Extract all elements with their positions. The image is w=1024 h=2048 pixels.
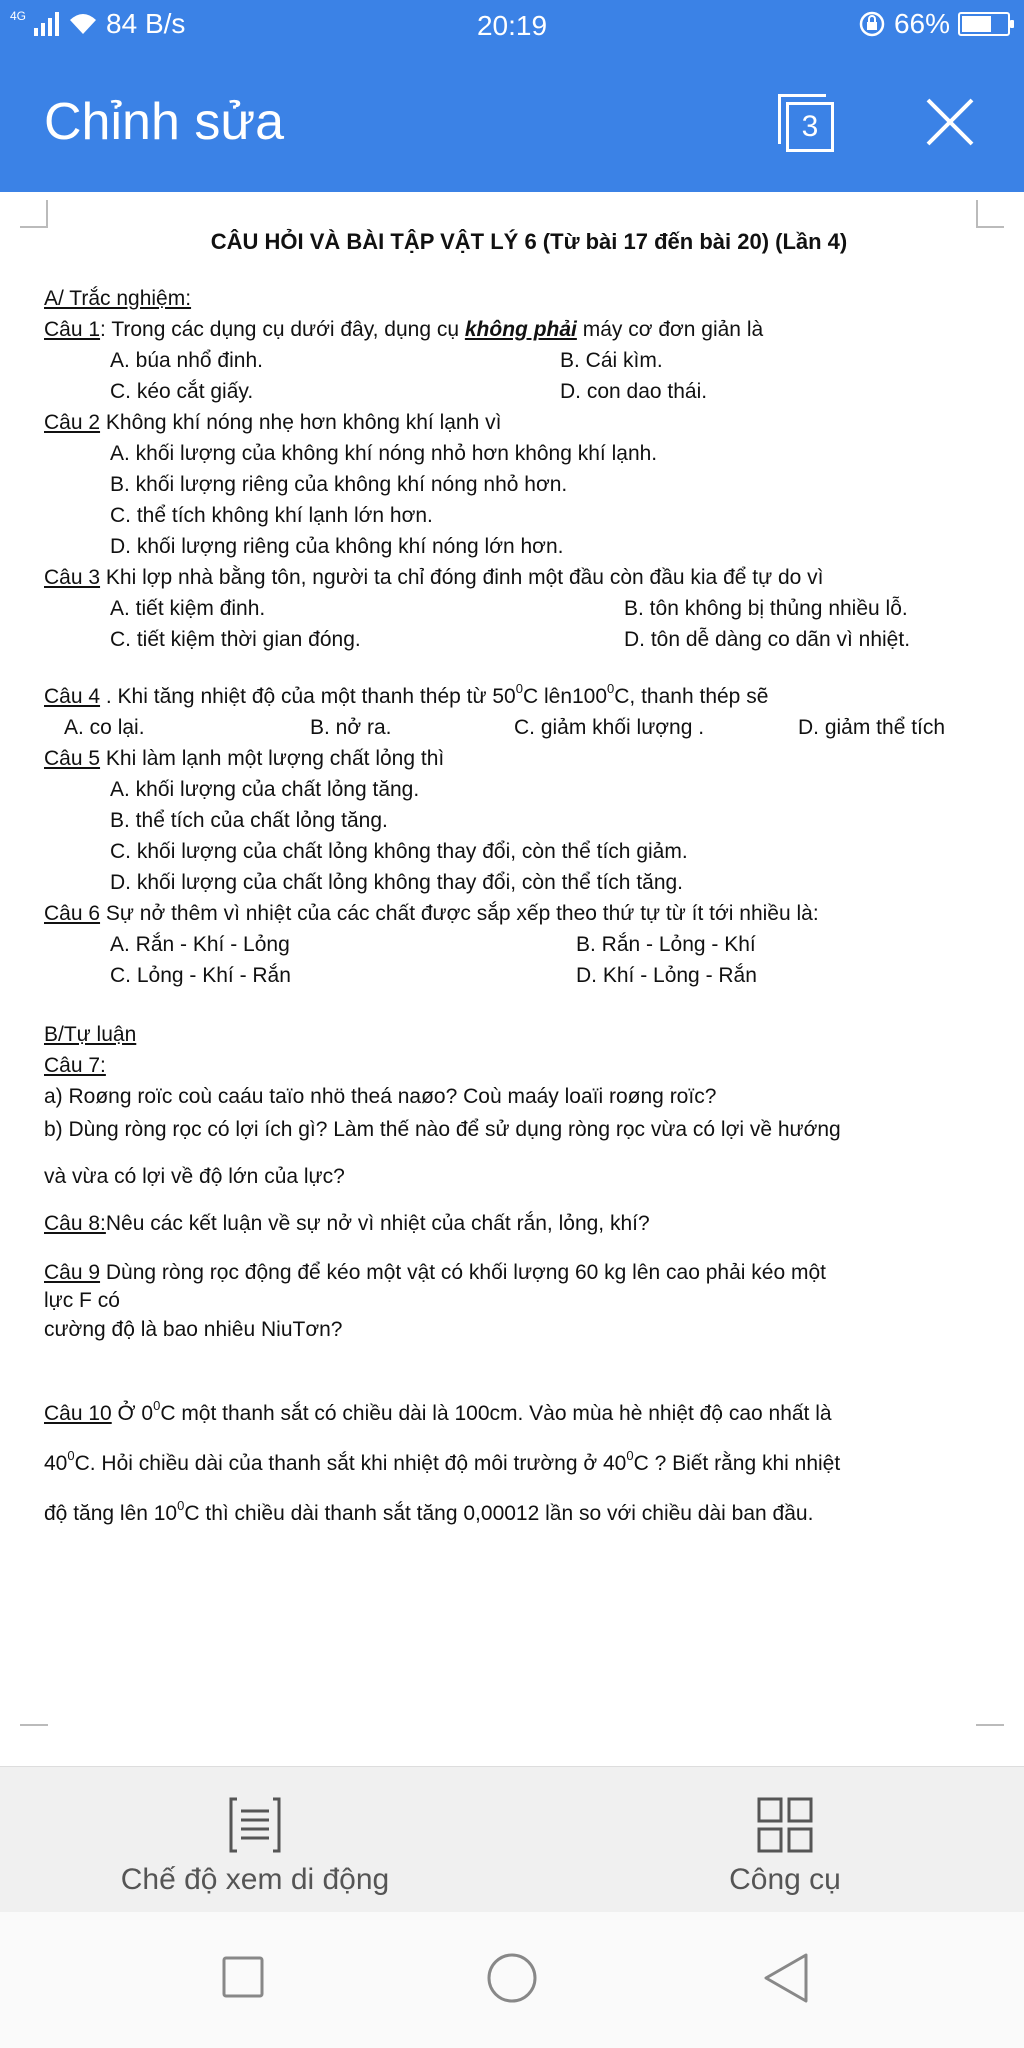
question-text: 40 [44, 1452, 68, 1475]
network-speed: 84 B/s [106, 8, 186, 39]
options-row [44, 712, 994, 743]
option-d: D. giảm thể tích [798, 716, 946, 739]
degree-mark: 0 [626, 1448, 634, 1463]
system-nav-bar [0, 1912, 1024, 2048]
options-row [44, 960, 994, 991]
question-6 [44, 898, 994, 929]
option-c: C. khối lượng của chất lỏng không thay đổi, còn thể tích giảm. [110, 840, 688, 863]
crop-mark [20, 200, 48, 228]
option-c: C. giảm khối lượng . [514, 716, 705, 739]
battery-icon [958, 12, 1010, 36]
home-icon[interactable] [486, 1952, 538, 2004]
question-9-line-2: lực F có [44, 1289, 120, 1312]
option-d: D. Khí - Lỏng - Rắn [576, 964, 757, 987]
question-label: Câu 1 [44, 318, 101, 341]
question-label: Câu 9 [44, 1261, 101, 1284]
options-row [44, 624, 994, 655]
mobile-view-label: Chế độ xem di động [120, 1863, 390, 1896]
bottom-toolbar [0, 1766, 1024, 1912]
question-9-line-3: cường độ là bao nhiêu NiuTơn? [44, 1318, 343, 1341]
question-9 [44, 1259, 994, 1287]
close-icon[interactable] [922, 94, 978, 150]
network-tag: 4G [10, 9, 27, 23]
question-label: Câu 10 [44, 1402, 112, 1425]
question-label: Câu 5 [44, 747, 101, 770]
question-7-part-b: b) Dùng ròng rọc có lợi ích gì? Làm thế nào để sử dụng ròng rọc vừa có lợi về hướng [44, 1118, 841, 1141]
option-c: C. Lỏng - Khí - Rắn [110, 964, 291, 987]
app-header [0, 52, 1024, 192]
page-count: 3 [786, 102, 834, 152]
question-label: Câu 6 [44, 902, 101, 925]
question-text: máy cơ đơn giản là [576, 318, 764, 341]
question-4 [44, 681, 994, 712]
degree-mark: 0 [607, 681, 615, 696]
pages-button[interactable] [778, 94, 836, 152]
question-7-part-b-cont: và vừa có lợi về độ lớn của lực? [44, 1165, 345, 1188]
tools-label: Công cụ [729, 1863, 841, 1896]
mobile-view-icon [229, 1797, 281, 1853]
option-b: B. thể tích của chất lỏng tăng. [110, 809, 388, 832]
option-d: D. khối lượng của chất lỏng không thay đổi, còn thể tích tăng. [110, 871, 684, 894]
question-text: C một thanh sắt có chiều dài là 100cm. Vào mùa hè nhiệt độ cao nhất là [160, 1402, 832, 1425]
question-label: Câu 2 [44, 411, 101, 434]
options-row [44, 376, 994, 407]
crop-mark [976, 200, 1004, 228]
question-5 [44, 743, 994, 774]
recent-apps-icon[interactable] [222, 1956, 264, 1998]
battery-fill [962, 16, 991, 32]
option-d: D. khối lượng riêng của không khí nóng lớn hơn. [110, 535, 564, 558]
question-text: độ tăng lên 10 [44, 1502, 178, 1525]
question-8 [44, 1208, 994, 1239]
question-2 [44, 407, 994, 438]
degree-mark: 0 [177, 1498, 185, 1513]
grid-icon [757, 1797, 813, 1853]
question-label: Câu 4 [44, 685, 101, 708]
question-text: Nêu các kết luận về sự nở vì nhiệt của chất rắn, lỏng, khí? [105, 1212, 650, 1235]
option-a: A. khối lượng của chất lỏng tăng. [110, 778, 420, 801]
question-7-part-a: a) Roøng roïc coù caáu taïo nhö theá naøo? Coù maáy loaïi roøng roïc? [44, 1085, 717, 1108]
rotation-lock-icon [858, 10, 886, 38]
question-text: C ? Biết rằng khi nhiệt [633, 1452, 841, 1475]
option-a: A. co lại. [64, 716, 145, 739]
options-row [44, 929, 994, 960]
option-b: B. nở ra. [310, 716, 392, 739]
question-text: Dùng ròng rọc động để kéo một vật có khối lượng 60 kg lên cao phải kéo một [100, 1261, 826, 1284]
option-b: B. tôn không bị thủng nhiều lỗ. [624, 597, 908, 620]
option-c: C. kéo cắt giấy. [110, 380, 254, 403]
crop-mark [976, 1724, 1004, 1726]
question-7-label: Câu 7: [44, 1054, 106, 1077]
document-page[interactable] [0, 192, 1024, 1766]
section-a-heading: A/ Trắc nghiệm: [44, 287, 192, 310]
status-bar [0, 0, 1024, 52]
option-a: A. tiết kiệm đinh. [110, 597, 266, 620]
status-time: 20:19 [476, 10, 548, 41]
option-c: C. tiết kiệm thời gian đóng. [110, 628, 361, 651]
option-a: A. Rắn - Khí - Lỏng [110, 933, 290, 956]
question-label: Câu 8: [44, 1212, 106, 1235]
question-text: C, thanh thép sẽ [614, 685, 769, 708]
question-1 [44, 314, 994, 345]
degree-mark: 0 [153, 1398, 161, 1413]
question-text: Không khí nóng nhẹ hơn không khí lạnh vì [100, 411, 502, 434]
section-b-heading: B/Tự luận [44, 1023, 137, 1046]
page-title: Chỉnh sửa [44, 93, 285, 151]
question-text: . Khi tăng nhiệt độ của một thanh thép từ 50 [100, 685, 516, 708]
question-text: Khi làm lạnh một lượng chất lỏng thì [100, 747, 445, 770]
question-10 [44, 1389, 994, 1539]
option-a: A. búa nhổ đinh. [110, 349, 263, 372]
options-row [44, 345, 994, 376]
option-b: B. Rắn - Lỏng - Khí [576, 933, 756, 956]
question-text: Khi lợp nhà bằng tôn, người ta chỉ đóng đinh một đầu còn đầu kia để tự do vì [100, 566, 824, 589]
status-right [858, 8, 1010, 40]
option-a: A. khối lượng của không khí nóng nhỏ hơn không khí lạnh. [110, 442, 658, 465]
mobile-view-button[interactable] [100, 1797, 410, 1897]
option-d: D. tôn dễ dàng co dãn vì nhiệt. [624, 628, 911, 651]
question-text: C lên100 [522, 685, 608, 708]
document-title: CÂU HỎI VÀ BÀI TẬP VẬT LÝ 6 (Từ bài 17 đến bài 20) (Lần 4) [210, 229, 848, 254]
document-content [44, 226, 994, 1539]
degree-mark: 0 [515, 681, 523, 696]
options-row [44, 593, 994, 624]
question-emphasis: không phải [464, 318, 577, 341]
tools-button[interactable] [680, 1797, 890, 1897]
option-c: C. thể tích không khí lạnh lớn hơn. [110, 504, 433, 527]
question-text: : Trong các dụng cụ dưới đây, dụng cụ [100, 318, 465, 341]
degree-mark: 0 [67, 1448, 75, 1463]
option-b: B. khối lượng riêng của không khí nóng nhỏ hơn. [110, 473, 568, 496]
question-text: Sự nở thêm vì nhiệt của các chất được sắp xếp theo thứ tự từ ít tới nhiều là: [100, 902, 819, 925]
option-b: B. Cái kìm. [560, 349, 663, 372]
back-icon[interactable] [762, 1952, 810, 2004]
question-label: Câu 3 [44, 566, 101, 589]
battery-percent: 66% [893, 8, 950, 39]
question-text: Ở 0 [111, 1402, 154, 1425]
crop-mark [20, 1724, 48, 1726]
question-text: C thì chiều dài thanh sắt tăng 0,00012 lần so với chiều dài ban đầu. [184, 1502, 814, 1525]
question-text: C. Hỏi chiều dài của thanh sắt khi nhiệt độ môi trường ở 40 [74, 1452, 627, 1475]
question-3 [44, 562, 994, 593]
option-d: D. con dao thái. [560, 380, 708, 403]
